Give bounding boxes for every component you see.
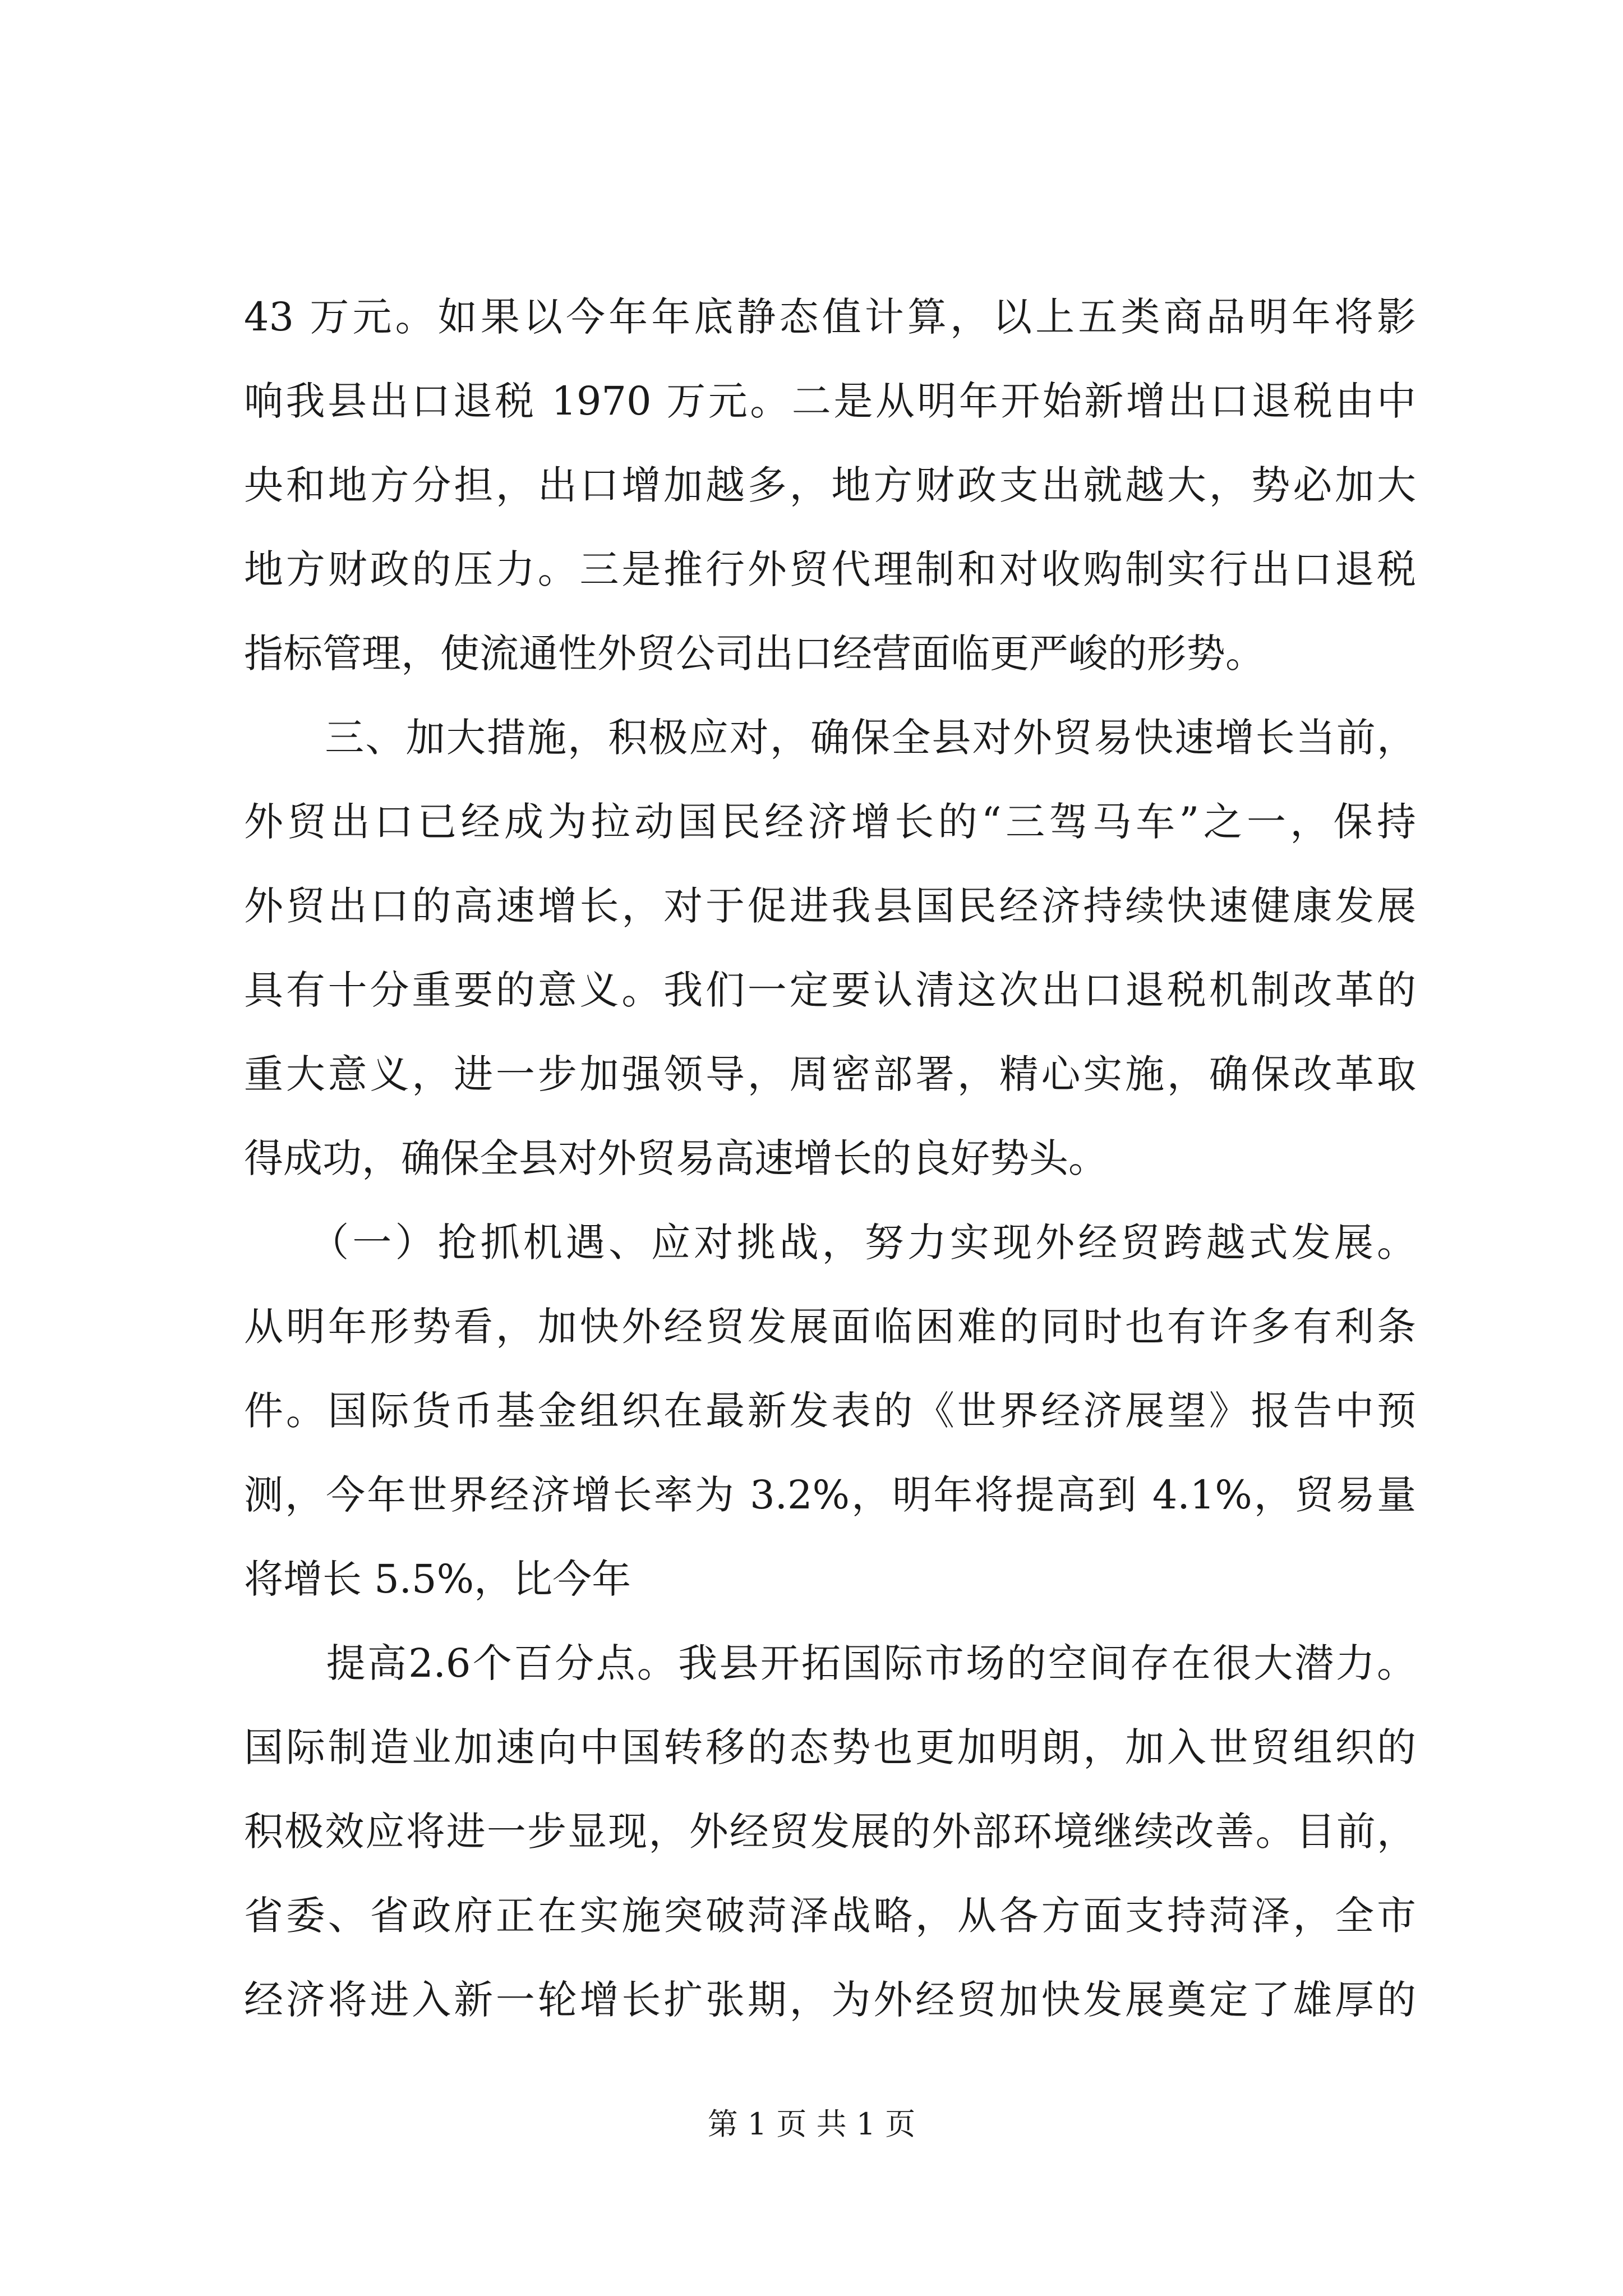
text-line: 提高2.6个百分点。我县开拓国际市场的空间存在很大潜力。 bbox=[244, 1640, 1416, 1686]
text-line: 得成功，确保全县对外贸易高速增长的良好势头。 bbox=[244, 1135, 1108, 1181]
text-line: 经济将进入新一轮增长扩张期，为外经贸加快发展奠定了雄厚的 bbox=[244, 1977, 1416, 2023]
text-line: 具有十分重要的意义。我们一定要认清这次出口退税机制改革的 bbox=[244, 967, 1416, 1013]
text-line: 省委、省政府正在实施突破菏泽战略，从各方面支持菏泽，全市 bbox=[244, 1893, 1416, 1939]
text-line: 地方财政的压力。三是推行外贸代理制和对收购制实行出口退税 bbox=[244, 546, 1416, 592]
text-line: 将增长 5.5%，比今年 bbox=[244, 1556, 631, 1602]
text-line: 积极效应将进一步显现，外经贸发展的外部环境继续改善。目前， bbox=[244, 1809, 1416, 1855]
text-line: 测，今年世界经济增长率为 3.2%，明年将提高到 4.1%，贸易量 bbox=[244, 1472, 1416, 1518]
text-line: 外贸出口已经成为拉动国民经济增长的“三驾马车”之一，保持 bbox=[244, 799, 1416, 845]
text-line: 三、加大措施，积极应对，确保全县对外贸易快速增长当前， bbox=[244, 715, 1416, 761]
text-line: 件。国际货币基金组织在最新发表的《世界经济展望》报告中预 bbox=[244, 1388, 1416, 1434]
text-line: 从明年形势看，加快外经贸发展面临困难的同时也有许多有利条 bbox=[244, 1304, 1416, 1350]
body-text bbox=[244, 275, 1416, 2042]
text-line: 43 万元。如果以今年年底静态值计算，以上五类商品明年将影 bbox=[244, 294, 1416, 340]
text-line: （一）抢抓机遇、应对挑战，努力实现外经贸跨越式发展。 bbox=[244, 1220, 1416, 1266]
text-line: 响我县出口退税 1970 万元。二是从明年开始新增出口退税由中 bbox=[244, 378, 1416, 424]
text-line: 指标管理，使流通性外贸公司出口经营面临更严峻的形势。 bbox=[244, 631, 1265, 677]
text-line: 国际制造业加速向中国转移的态势也更加明朗，加入世贸组织的 bbox=[244, 1724, 1416, 1770]
text-line: 央和地方分担，出口增加越多，地方财政支出就越大，势必加大 bbox=[244, 462, 1416, 508]
text-line: 重大意义，进一步加强领导，周密部署，精心实施，确保改革取 bbox=[244, 1051, 1416, 1097]
page-footer bbox=[0, 2105, 1623, 2144]
text-line: 外贸出口的高速增长，对于促进我县国民经济持续快速健康发展 bbox=[244, 883, 1416, 929]
page-number-label: 第 1 页 共 1 页 bbox=[707, 2106, 916, 2142]
